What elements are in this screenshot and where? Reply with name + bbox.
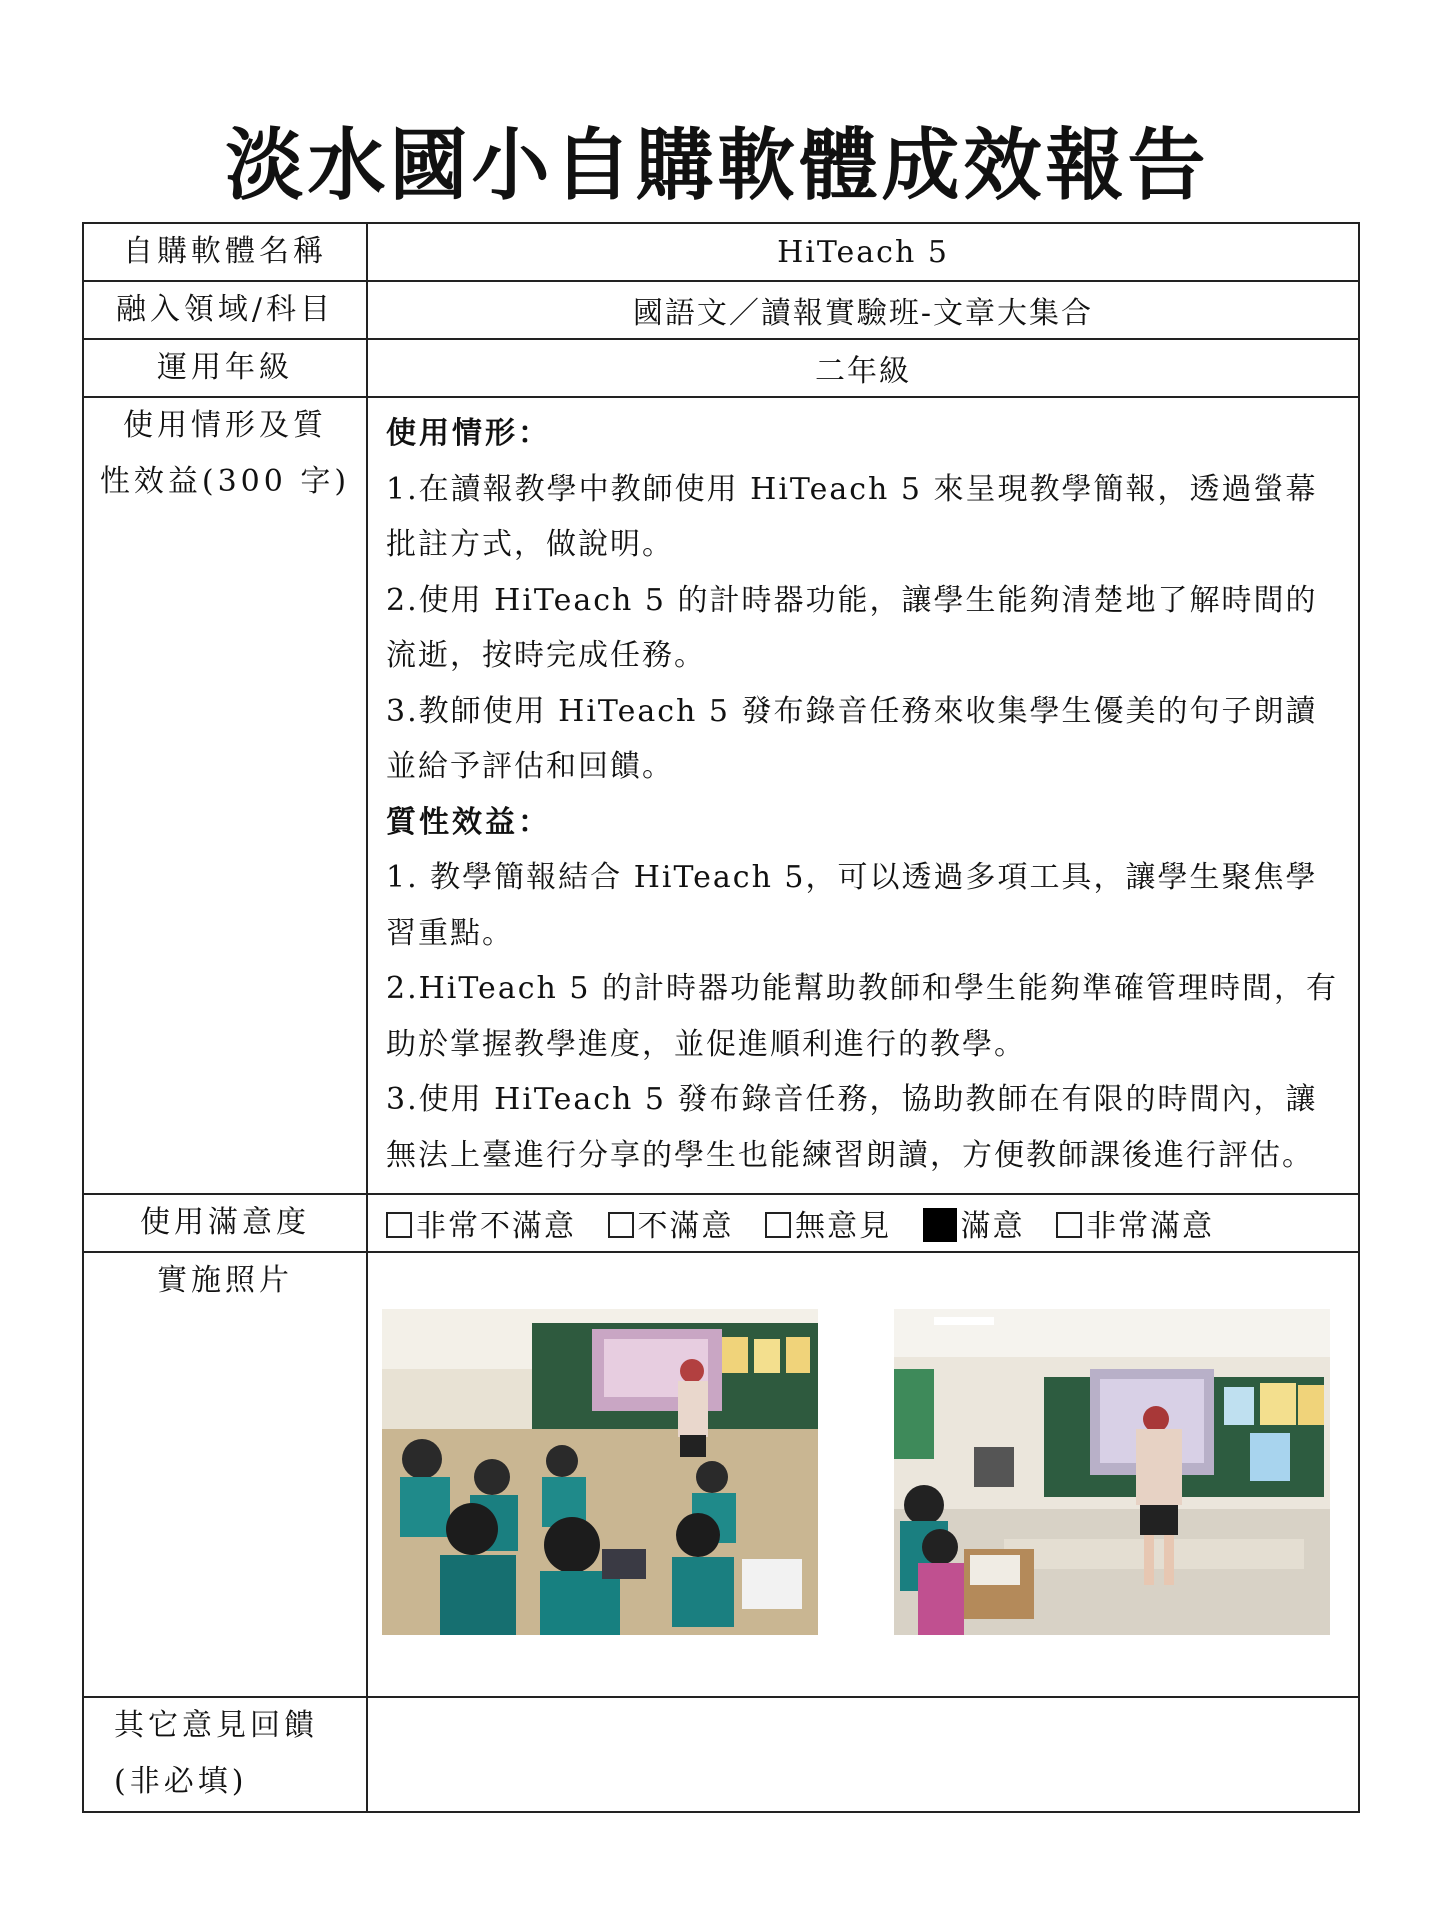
- satisfaction-option[interactable]: [1056, 1201, 1214, 1245]
- row-usage: [83, 397, 1359, 1194]
- feedback-label-line1: 其它意見回饋: [114, 1708, 318, 1743]
- satisfaction-option[interactable]: [923, 1201, 1025, 1245]
- usage-label-line2: 性效益(300 字): [99, 464, 351, 499]
- photos-cell: [367, 1252, 1359, 1697]
- usage-label: [83, 397, 367, 1194]
- option-label: 滿意: [960, 1209, 1025, 1244]
- usage-content: [367, 397, 1359, 1194]
- domain-label: 融入領域/科目: [83, 281, 367, 339]
- satisfaction-option[interactable]: [386, 1201, 576, 1245]
- feedback-label-line2: (非必填): [114, 1764, 248, 1799]
- benefit-item: 1. 教學簡報結合 HiTeach 5，可以透過多項工具，讓學生聚焦學習重點。: [386, 860, 1318, 951]
- grade-label: 運用年級: [83, 339, 367, 397]
- classroom-photo-1: [382, 1309, 818, 1635]
- checkbox-icon: [765, 1212, 791, 1238]
- classroom-photo-2: [894, 1309, 1330, 1635]
- feedback-label: [83, 1697, 367, 1812]
- satisfaction-options: [367, 1194, 1359, 1252]
- checkbox-icon: [386, 1212, 412, 1238]
- benefit-item: 3.使用 HiTeach 5 發布錄音任務，協助教師在有限的時間內，讓無法上臺進行分享的學生也能練習朗讀，方便教師課後進行評估。: [386, 1082, 1318, 1173]
- grade-value: 二年級: [367, 339, 1359, 397]
- software-label: 自購軟體名稱: [83, 223, 367, 281]
- satisfaction-option[interactable]: [608, 1201, 734, 1245]
- feedback-input[interactable]: [367, 1697, 1359, 1812]
- satisfaction-option[interactable]: [765, 1201, 891, 1245]
- row-grade: [83, 339, 1359, 397]
- software-value: HiTeach 5: [367, 223, 1359, 281]
- checkbox-icon: [1056, 1212, 1082, 1238]
- option-label: 非常滿意: [1086, 1209, 1215, 1244]
- benefit-item: 2.HiTeach 5 的計時器功能幫助教師和學生能夠準確管理時間，有助於掌握教學進度，並促進順利進行的教學。: [386, 971, 1338, 1062]
- photos-label: 實施照片: [83, 1252, 367, 1697]
- row-satisfaction: [83, 1194, 1359, 1252]
- option-label: 非常不滿意: [416, 1209, 576, 1244]
- row-photos: [83, 1252, 1359, 1697]
- report-table: [82, 222, 1360, 1813]
- row-domain: [83, 281, 1359, 339]
- option-label: 不滿意: [637, 1209, 734, 1244]
- row-feedback: [83, 1697, 1359, 1812]
- domain-value: 國語文／讀報實驗班-文章大集合: [367, 281, 1359, 339]
- benefit-heading: 質性效益：: [386, 804, 551, 840]
- satisfaction-label: 使用滿意度: [83, 1194, 367, 1252]
- option-label: 無意見: [795, 1209, 892, 1244]
- usage-item: 3.教師使用 HiTeach 5 發布錄音任務來收集學生優美的句子朗讀並給予評估和回饋。: [386, 693, 1318, 784]
- page-title: 淡水國小自購軟體成效報告: [225, 120, 1210, 211]
- usage-item: 1.在讀報教學中教師使用 HiTeach 5 來呈現教學簡報，透過螢幕批註方式，做說明。: [386, 471, 1318, 562]
- usage-label-line1: 使用情形及質: [123, 408, 327, 443]
- checked-box-icon: [923, 1208, 957, 1242]
- checkbox-icon: [608, 1212, 634, 1238]
- usage-heading: 使用情形：: [386, 416, 551, 451]
- row-software: [83, 223, 1359, 281]
- usage-item: 2.使用 HiTeach 5 的計時器功能，讓學生能夠清楚地了解時間的流逝，按時完成任務。: [386, 582, 1318, 673]
